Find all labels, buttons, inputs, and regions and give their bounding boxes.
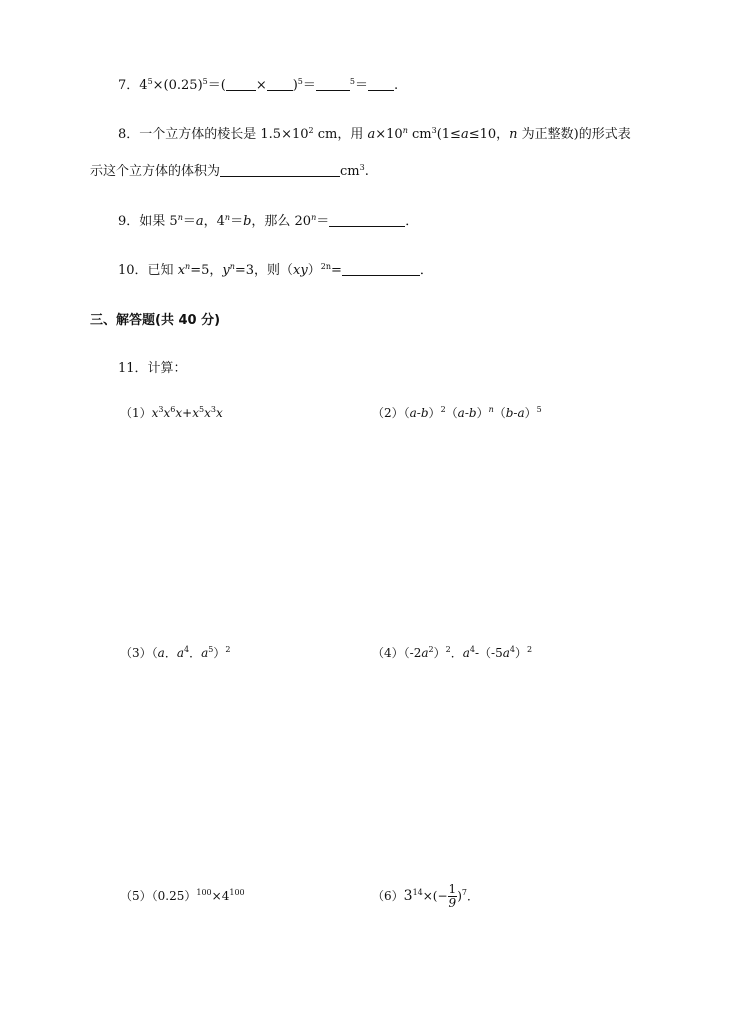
question-9: 9．如果 $5^n=a$，$4^n=b$，那么 $20^n=$ ． [118,213,419,229]
question-10: 10．已知 $x^n=5$，$y^n=3$，则（xy）$^{2n}$= ． [118,262,433,278]
answer-blank[interactable] [329,215,405,227]
answer-blank[interactable] [368,79,394,91]
section-heading: 三、解答题(共 40 分) [90,313,221,328]
problem-3: （3）（a．$a^4$．$a^5)^2$ [120,645,231,660]
answer-blank[interactable] [226,79,256,91]
answer-blank[interactable] [316,79,350,91]
question-7: 7．$4^5\times(0.25)^5=( \times )^5= ^5=$ . [118,77,399,93]
problem-4: $(4)(-2a^2)^2$．$a^4-(-5a^4)^2$ [372,645,533,660]
answer-blank[interactable] [342,264,420,276]
question-11-label: 11．计算： [118,361,187,376]
answer-blank[interactable] [267,79,293,91]
problem-2: $(2)(a-b)^2(a-b)^n(b-a)^5$ [372,405,542,420]
fraction: $\frac{1}{9}$ [448,882,457,910]
answer-blank[interactable] [220,165,340,177]
problem-1: $(1)x^3x^6x+x^5x^3x$ [120,405,223,420]
question-8-line2: 示这个立方体的体积为 $cm^3$. [90,163,369,179]
problem-6: $(6)3^{14}\times(-$ $\frac{1}{9}$ )$^7$． [372,882,479,910]
question-8: 8．一个立方体的棱长是 $1.5\times 10^2$ cm，用 $a\times 10^n$ $cm^3(1\le a\le 10$，n 为正整数)的形式表 [118,126,631,142]
problem-5: $(5)(0.25)^{100}\times 4^{100}$ [120,888,245,903]
